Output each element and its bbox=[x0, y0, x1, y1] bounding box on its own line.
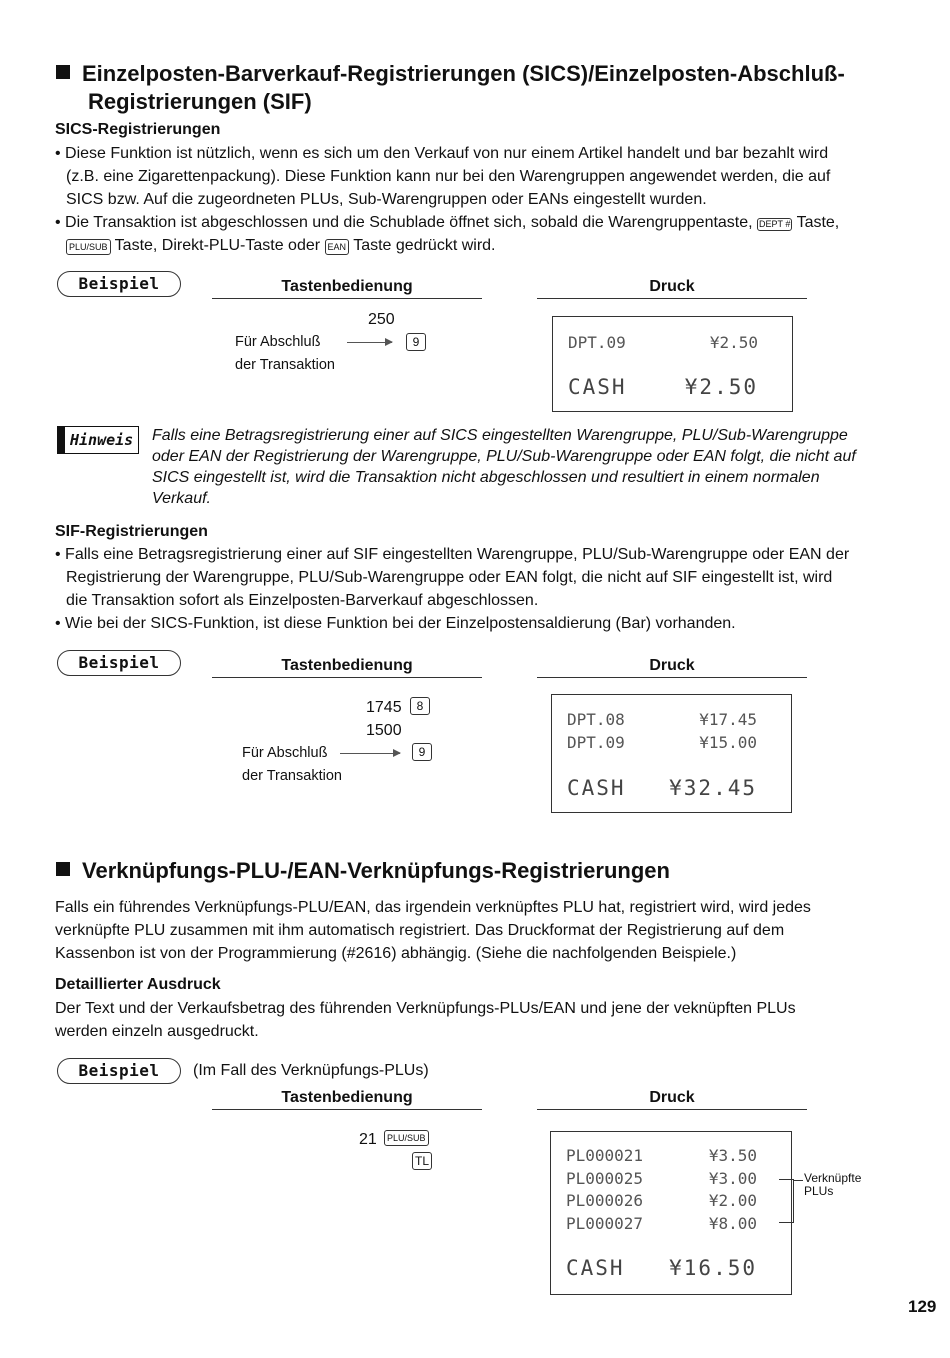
ex2-receipt bbox=[551, 694, 792, 813]
ex1-amount: 250 bbox=[368, 311, 395, 328]
receipt-total: ¥32.45 bbox=[669, 776, 757, 800]
ex1-key-9: 9 bbox=[406, 333, 426, 351]
receipt-line: PL000025 bbox=[566, 1169, 644, 1188]
sif-heading: SIF-Registrierungen bbox=[55, 523, 208, 540]
beispiel-badge: Beispiel bbox=[57, 1058, 181, 1084]
receipt-total: CASH bbox=[568, 375, 627, 399]
section-title-link: Verknüpfungs-PLU-/EAN-Verknüpfungs-Registrierungen bbox=[56, 857, 670, 884]
receipt-total: CASH bbox=[567, 776, 626, 800]
hinweis-text: Falls eine Betragsregistrierung einer auf SICS eingestellten Warengruppe, PLU/Sub-Warengruppe oder EAN der Registrierung der Warengruppe, PLU/Sub-Warengruppe oder EAN folgt, die nicht auf SICS eingestellt ist, wird die Transaktion nicht abgeschlossen und resultiert in einem normalen Verkauf. bbox=[152, 427, 856, 507]
beispiel-badge: Beispiel bbox=[57, 650, 181, 676]
receipt-line: ¥15.00 bbox=[699, 733, 757, 752]
hinweis-badge: Hinweis bbox=[57, 426, 139, 454]
ex3-receipt bbox=[550, 1131, 792, 1295]
section2-paragraph: Falls ein führendes Verknüpfungs-PLU/EAN, das irgendein verknüpftes PLU hat, registriert wird, wird jedes verknüpfte PLU zusammen mit ihm automatisch registriert. Das Druckformat der Registrierung auf dem Kassenbon ist von der Programmierung (#2616) abhängig. (Siehe die nachfolgenden Beispiele.) bbox=[55, 899, 811, 962]
square-bullet-icon bbox=[56, 65, 70, 79]
ex1-receipt bbox=[552, 316, 793, 412]
ex2-label-2: der Transaktion bbox=[242, 768, 342, 784]
ean-key-icon: EAN bbox=[325, 239, 350, 255]
col-head-print: Druck bbox=[537, 657, 807, 678]
receipt-line: DPT.09 bbox=[567, 733, 625, 752]
col-head-print: Druck bbox=[537, 278, 807, 299]
receipt-line: DPT.09 bbox=[568, 333, 626, 352]
ex2-label-1: Für Abschluß bbox=[242, 745, 328, 761]
ex3-amount: 21 bbox=[359, 1131, 377, 1148]
dept-key-icon: DEPT # bbox=[759, 219, 791, 229]
receipt-line: PL000026 bbox=[566, 1191, 644, 1210]
plu-sub-key-icon: PLU/SUB bbox=[66, 239, 111, 255]
sics-heading: SICS-Registrierungen bbox=[55, 121, 221, 138]
receipt-line: PL000021 bbox=[566, 1146, 644, 1165]
beispiel-badge: Beispiel bbox=[57, 271, 181, 297]
ex2-amount-2: 1500 bbox=[366, 722, 402, 739]
sics-bullet-2: • Die Transaktion ist abgeschlossen und die Schublade öffnet sich, sobald die Warengruppentaste, DEPT # Taste, PLU/SUB Taste, Direkt-PLU-Taste oder EAN Taste gedrückt wird. bbox=[55, 214, 840, 254]
col-head-keys: Tastenbedienung bbox=[212, 657, 482, 678]
receipt-total: CASH bbox=[566, 1256, 625, 1280]
receipt-total: ¥16.50 bbox=[669, 1256, 757, 1280]
receipt-line: DPT.08 bbox=[567, 710, 625, 729]
ex1-label-2: der Transaktion bbox=[235, 357, 335, 373]
arrow-icon bbox=[340, 753, 400, 754]
ex2-amount-1: 1745 bbox=[366, 699, 402, 716]
col-head-keys: Tastenbedienung bbox=[212, 1089, 482, 1110]
receipt-line: ¥2.00 bbox=[708, 1191, 757, 1210]
receipt-line: ¥17.45 bbox=[699, 710, 757, 729]
col-head-print: Druck bbox=[537, 1089, 807, 1110]
ex2-key-8: 8 bbox=[410, 697, 430, 715]
linked-plus-bracket bbox=[779, 1179, 794, 1223]
ex3-key-tl: TL bbox=[412, 1152, 432, 1170]
sif-bullets: • Falls eine Betragsregistrierung einer auf SIF eingestellten Warengruppe, PLU/Sub-Warengruppe oder EAN der Registrierung der Warengruppe, PLU/Sub-Warengruppe oder EAN folgt, die nicht auf SIF eingestellt ist, wird die Transaktion sofort als Einzelposten-Barverkauf abgeschlossen. • Wie bei der SICS-Funktion, ist diese Funktion bei der Einzelpostensaldierung (Bar) vorhanden. bbox=[55, 546, 850, 632]
section-title-sics-line2: Registrierungen (SIF) bbox=[88, 89, 312, 114]
section-title-sics: Einzelposten-Barverkauf-Registrierungen (SICS)/Einzelposten-Abschluß- bbox=[56, 60, 845, 87]
detail-heading: Detaillierter Ausdruck bbox=[55, 976, 221, 993]
receipt-line: ¥3.50 bbox=[708, 1146, 757, 1165]
ex3-key-plusub: PLU/SUB bbox=[384, 1130, 429, 1146]
sics-bullet-1: • Diese Funktion ist nützlich, wenn es sich um den Verkauf von nur einem Artikel handelt und bar bezahlt wird (z.B. eine Zigarettenpackung). Diese Funktion kann nur bei den Warengruppen angewendet werden, die auf SICS bzw. Auf die zugeordneten PLUs, Sub-Warengruppen oder EANs eingestellt wurden. bbox=[55, 145, 831, 208]
ex3-note: (Im Fall des Verknüpfungs-PLUs) bbox=[193, 1062, 429, 1079]
receipt-line: ¥3.00 bbox=[708, 1169, 757, 1188]
detail-paragraph: Der Text und der Verkaufsbetrag des führenden Verknüpfungs-PLUs/EAN und jene der veknüpften PLUs werden einzeln ausgedruckt. bbox=[55, 1000, 796, 1040]
linked-plus-label: Verknüpfte PLUs bbox=[804, 1171, 862, 1198]
bracket-connector bbox=[793, 1180, 803, 1181]
square-bullet-icon bbox=[56, 862, 70, 876]
receipt-line: ¥8.00 bbox=[708, 1214, 757, 1233]
ex2-key-9: 9 bbox=[412, 743, 432, 761]
receipt-line: ¥2.50 bbox=[709, 333, 758, 352]
arrow-icon bbox=[347, 342, 392, 343]
receipt-line: PL000027 bbox=[566, 1214, 644, 1233]
receipt-total: ¥2.50 bbox=[684, 375, 758, 399]
col-head-keys: Tastenbedienung bbox=[212, 278, 482, 299]
page-number: 129 bbox=[908, 1297, 937, 1316]
ex1-label-1: Für Abschluß bbox=[235, 334, 321, 350]
